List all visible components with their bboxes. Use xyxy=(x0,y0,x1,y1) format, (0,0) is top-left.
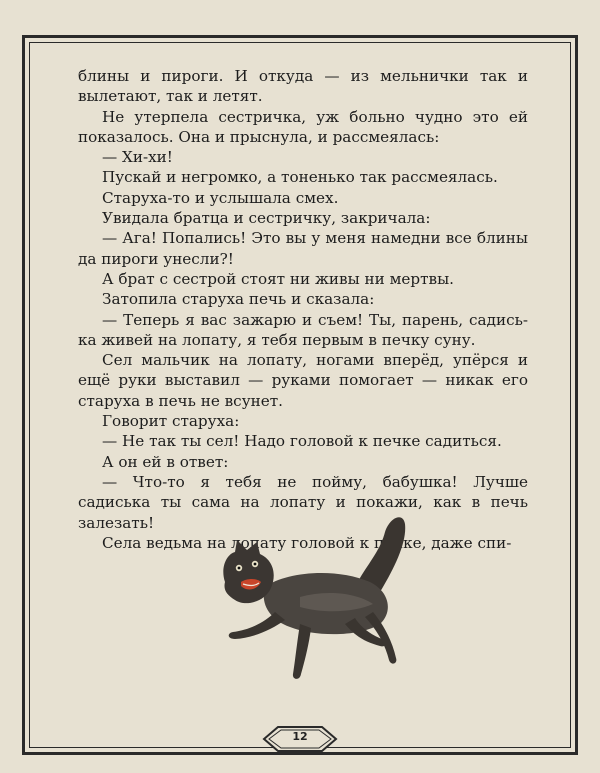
paragraph-16: Села ведьма на лопату головой к печке, даже спи- xyxy=(102,533,512,552)
paragraph-1: блины и пироги. И откуда — из мельнички так и вылетают, так и летят. xyxy=(78,67,528,106)
paragraph-4: Пускай и негромко, а тоненько так рассмеялась. xyxy=(102,168,498,187)
paragraph-11: Сел мальчик на лопату, ногами вперёд, упёрся и ещё руки выставил — руками помогает — никак его старуха в печь не всунет. xyxy=(78,351,528,410)
page-number: 12 xyxy=(292,730,308,743)
paragraph-13: — Не так ты сел! Надо головой к печке садиться. xyxy=(102,432,502,451)
paragraph-2: Не утерпела сестричка, уж больно чудно это ей показалось. Она и прыснула, и рассмеялась: xyxy=(78,107,528,146)
paragraph-10: — Теперь я вас зажарю и съем! Ты, парень, садись-ка живей на лопату, я тебя первым в печку суну. xyxy=(78,310,528,349)
paragraph-15: — Что-то я тебя не пойму, бабушка! Лучше садиська ты сама на лопату и покажи, как в печь залезать! xyxy=(78,472,528,532)
paragraph-6: Увидала братца и сестричку, закричала: xyxy=(102,209,431,228)
paragraph-3: — Хи-хи! xyxy=(102,148,173,167)
paragraph-9: Затопила старуха печь и сказала: xyxy=(102,290,375,309)
cat-illustration xyxy=(205,512,425,692)
paragraph-12: Говорит старуха: xyxy=(102,412,240,431)
paragraph-7: — Ага! Попались! Это вы у меня намедни все блины да пироги унесли?! xyxy=(78,229,528,268)
paragraph-14: А он ей в ответ: xyxy=(102,452,229,471)
story-text xyxy=(78,66,528,553)
paragraph-8: А брат с сестрой стоят ни живы ни мертвы. xyxy=(102,269,454,288)
paragraph-5: Старуха-то и услышала смех. xyxy=(102,188,339,207)
